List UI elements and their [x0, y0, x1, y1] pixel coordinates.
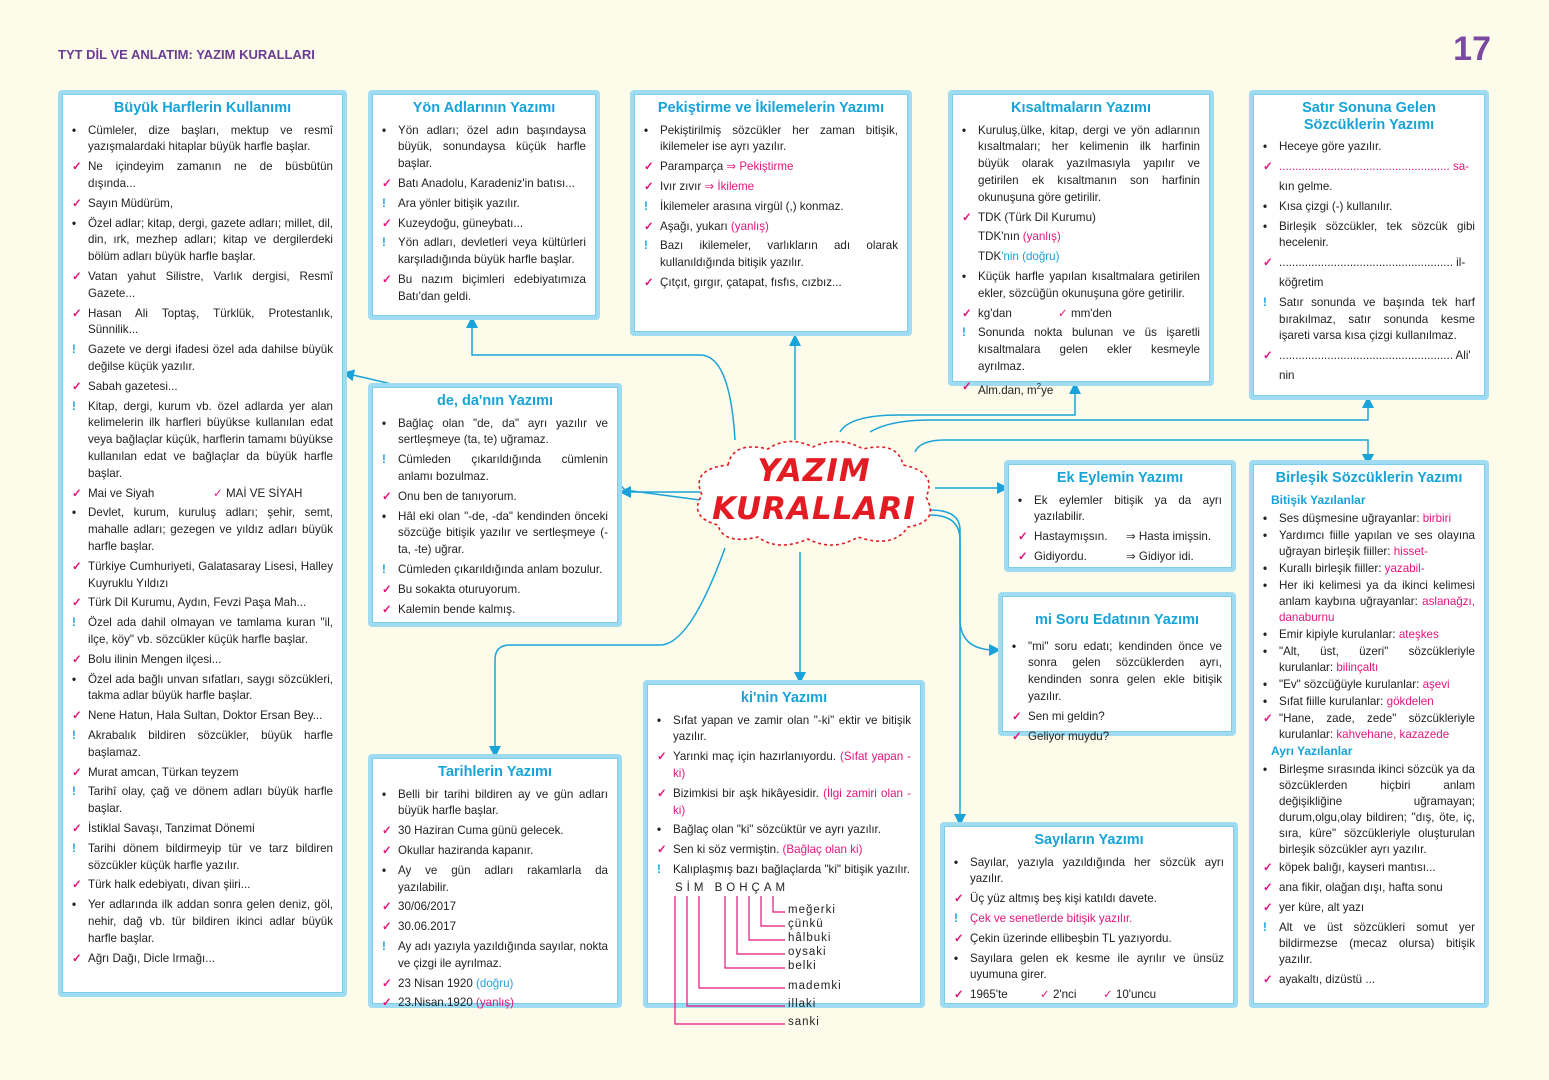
list-item: • Sayılar, yazıyla yazıldığında her sözcük ayrı yazılır. — [954, 855, 1224, 886]
list-item: ✓ Geliyor muydu? — [1012, 729, 1222, 746]
bullet-dot: • — [1263, 199, 1268, 213]
box-ek-eylem — [1004, 460, 1236, 572]
list-item: ✓ Bizimkisi bir aşk hikâyesidir. (İlgi zamiri olan -ki) — [657, 786, 911, 817]
list-item: ✓ Gidiyordu. ⇒ Gidiyor idi. — [1018, 549, 1222, 566]
list-item: ✓ TDK (Türk Dil Kurumu) — [962, 210, 1200, 227]
list-item: • Her iki kelimesi ya da ikinci kelimesi anlam kaybına uğrayanlar: aslanağzı, danaburnu — [1263, 578, 1475, 624]
check-icon: ✓ — [1263, 256, 1273, 270]
box-mi-soru — [998, 592, 1236, 743]
list-item: ✓ Batı Anadolu, Karadeniz'in batısı... — [382, 176, 586, 193]
list-item: • Bağlaç olan "ki" sözcüktür ve ayrı yazılır. — [657, 822, 911, 839]
list-item: • Devlet, kurum, kuruluş adları; şehir, semt, mahalle adları; gezegen ve yıldız adları büyük harfle başlar. — [72, 506, 333, 553]
list-item: ✓ 23 Nisan 1920 (doğru) — [382, 976, 608, 993]
list-item: • Özel adlar; kitap, dergi, gazete adları; millet, dil, din, ırk, mezhep adları; kitap ve dergilerdeki bölüm adları büyük harfle başlar. — [72, 216, 333, 264]
list-item: ✓ yer küre, alt yazı — [1263, 900, 1365, 914]
ki-word: sanki — [788, 1015, 820, 1028]
check-icon: ✓ — [954, 988, 964, 1002]
list-item: ! Sonunda nokta bulunan ve üs işaretli kısaltmalara gelen ekler kesmeyle ayrılmaz. — [962, 326, 1200, 374]
list-item: ✓ Kalemin bende kalmış. — [382, 602, 608, 619]
list-item: • "Ev" sözcüğüyle kurulanlar: aşevi — [1263, 677, 1450, 691]
check-icon: ✓ — [382, 273, 392, 287]
check-icon: ✓ — [644, 160, 654, 174]
exclamation-icon: ! — [1263, 920, 1267, 934]
list-item: ✓ 30 Haziran Cuma günü gelecek. — [382, 823, 608, 840]
list-item: ✓ Sayın Müdürüm, — [72, 196, 333, 213]
list-item: ✓ Ivır zıvır ⇒ İkileme — [644, 179, 898, 196]
bullet-dot: • — [72, 123, 77, 137]
box-title: Kısaltmaların Yazımı — [1011, 100, 1151, 116]
box-kisaltmalar — [948, 90, 1214, 397]
list-item: ✓ 30/06/2017 — [382, 899, 608, 916]
list-item: ✓ ...................................................... Ali' — [1263, 348, 1475, 365]
list-item: • "mi" soru edatı; kendinden önce ve sonra gelen sözcüklerden ayrı, kendinden sonra gelen ekle bitişik yazılır. — [1012, 639, 1222, 704]
ki-word: mademki — [788, 979, 842, 992]
list-item: • Birleşme sırasında ikinci sözcük ya da sözcüklerden hiçbiri anlam değişikliğine uğramayan; durum,olgu,olay bildiren; "dış, öte, iç, sıra, küre" sözcükleriyle oluşturulan birleşik sözcükler ayrı yazılır. — [1263, 762, 1475, 856]
check-icon: ✓ — [657, 786, 667, 800]
list-item: ✓ Ne içindeyim zamanın ne de büsbütün dışında... — [72, 160, 333, 191]
list-item: ✓ Türk Dil Kurumu, Aydın, Fevzi Paşa Mah... — [72, 595, 333, 612]
exclamation-icon: ! — [954, 912, 958, 926]
bullet-dot: • — [72, 898, 77, 912]
bullet-dot: • — [1263, 528, 1268, 542]
list-item: ✓ Hasan Ali Toptaş, Türklük, Protestanlık, Sünnilik... — [72, 306, 333, 337]
check-icon: ✓ — [657, 843, 667, 857]
check-icon: ✓ — [1012, 729, 1022, 743]
list-item: ! Tarihî olay, çağ ve dönem adları büyük harfle başlar. — [72, 785, 333, 816]
list-item: ✓ "Hane, zade, zede" sözcükleriyle kurulanlar: kahvehane, kazazede — [1263, 711, 1475, 741]
check-icon: ✓ — [1058, 306, 1071, 320]
bullet-dot: • — [657, 823, 662, 837]
box-title: Yön Adlarının Yazımı — [412, 100, 556, 116]
list-item: • Kısa çizgi (-) kullanılır. — [1263, 199, 1475, 216]
exclamation-icon: ! — [962, 326, 966, 340]
list-item: ! Ara yönler bitişik yazılır. — [382, 196, 586, 213]
check-icon: ✓ — [72, 559, 82, 573]
list-item: • Yardımcı fiille yapılan ve ses olayına uğrayan birleşik fiiller: hisset- — [1263, 528, 1475, 558]
list-item: ✓ 30.06.2017 — [382, 919, 608, 936]
list-item: ! Alt ve üst sözcükleri somut yer bildirmezse (mecaz olursa) bitişik yazılır. — [1263, 920, 1475, 966]
tree-lines — [657, 882, 917, 1032]
exclamation-icon: ! — [72, 785, 76, 799]
subheading-bitisik: Bitişik Yazılanlar — [1271, 492, 1366, 507]
check-icon: ✓ — [954, 892, 964, 906]
check-icon: ✓ — [72, 306, 82, 320]
check-icon: ✓ — [213, 486, 226, 500]
exclamation-icon: ! — [644, 239, 648, 253]
check-icon: ✓ — [72, 486, 82, 500]
list-item: ! Cümleden çıkarıldığında cümlenin anlamı bozulmaz. — [382, 453, 608, 484]
exclamation-icon: ! — [72, 841, 76, 855]
list-item: • Belli bir tarihi bildiren ay ve gün adları büyük harfle başlar. — [382, 787, 608, 818]
list-item: ! Tarihi dönem bildirmeyip tür ve tarz bildiren sözcükler küçük harfle yazılır. — [72, 841, 333, 872]
check-icon: ✓ — [72, 596, 82, 610]
page-number: 17 — [1453, 30, 1491, 68]
box-buyuk-harfler — [58, 90, 347, 997]
list-item: ! Gazete ve dergi ifadesi özel ada dahilse büyük değilse küçük yazılır. — [72, 343, 333, 374]
check-icon: ✓ — [72, 160, 82, 174]
check-icon: ✓ — [382, 976, 392, 990]
check-icon: ✓ — [644, 276, 654, 290]
check-icon: ✓ — [72, 196, 82, 210]
box-pekistirme — [630, 90, 912, 336]
list-item: nin — [1279, 368, 1295, 382]
check-icon: ✓ — [382, 177, 392, 191]
exclamation-icon: ! — [382, 196, 386, 210]
list-item: ✓ 23.Nisan.1920 (yanlış) — [382, 995, 608, 1012]
list-item: ✓ Murat amcan, Türkan teyzem — [72, 765, 333, 782]
list-item: ✓ Kuzeydoğu, güneybatı... — [382, 216, 586, 233]
check-icon: ✓ — [72, 878, 82, 892]
list-item: • Kurallı birleşik fiiller: yazabil- — [1263, 561, 1425, 575]
check-icon: ✓ — [644, 219, 654, 233]
list-item: ! Bazı ikilemeler, varlıkların adı olarak kullanıldığında bitişik yazılır. — [644, 239, 898, 270]
check-icon: ✓ — [72, 951, 82, 965]
check-icon: ✓ — [1263, 860, 1273, 874]
list-item: ! Ay adı yazıyla yazıldığında sayılar, nokta ve çizgi ile ayrılmaz. — [382, 940, 608, 970]
check-icon: ✓ — [1018, 530, 1028, 544]
bullet-dot: • — [382, 416, 387, 430]
list-item: ✓ Türk halk edebiyatı, divan şiiri... — [72, 877, 333, 894]
bullet-dot: • — [382, 509, 387, 523]
bullet-dot: • — [1018, 493, 1023, 507]
bullet-dot: • — [72, 216, 77, 230]
list-item: ! İkilemeler arasına virgül (,) konmaz. — [644, 199, 898, 216]
bullet-dot: • — [1263, 219, 1268, 233]
list-item: ✓ Türkiye Cumhuriyeti, Galatasaray Lisesi, Halley Kuyruklu Yıldızı — [72, 559, 333, 590]
exclamation-icon: ! — [72, 616, 76, 630]
list-item: • "Alt, üst, üzeri" sözcükleriyle kurulanlar: bilinçaltı — [1263, 644, 1475, 674]
check-icon: ✓ — [657, 750, 667, 764]
list-item: ✓ Bu sokakta oturuyorum. — [382, 582, 608, 599]
list-item: ✓ Mai ve Siyah ✓ MAİ VE SİYAH — [72, 486, 333, 503]
ki-word: oysaki — [788, 945, 827, 958]
center-title: YAZIM KURALLARI — [712, 453, 916, 527]
list-item: • Özel ada bağlı unvan sıfatları, saygı sözcükleri, takma adlar büyük harfle başlar. — [72, 672, 333, 703]
list-item: ! Satır sonunda ve başında tek harf bırakılmaz, satır sonunda kesme işareti varsa kısa çizgi kullanılmaz. — [1263, 295, 1475, 343]
list-item: • Küçük harfle yapılan kısaltmalara getirilen ekler, sözcüğün okunuşuna göre getirilir. — [962, 270, 1200, 300]
list-item: ✓ Nene Hatun, Hala Sultan, Doktor Ersan Bey... — [72, 708, 333, 725]
ki-word: hâlbuki — [788, 931, 832, 944]
check-icon: ✓ — [72, 652, 82, 666]
bullet-dot: • — [954, 855, 959, 869]
list-item: ✓ Alm.dan, $m^2ye$ — [962, 379, 1054, 397]
list-item: ✓ Ağrı Dağı, Dicle Irmağı... — [72, 951, 333, 968]
check-icon: ✓ — [382, 900, 392, 914]
list-item: ✓ Sabah gazetesi... — [72, 379, 333, 396]
bullet-dot: • — [1263, 677, 1268, 691]
check-icon: ✓ — [382, 824, 392, 838]
check-icon: ✓ — [1018, 550, 1028, 564]
bullet-dot: • — [382, 123, 387, 137]
exclamation-icon: ! — [72, 399, 76, 413]
bullet-dot: • — [1263, 762, 1268, 776]
list-item: • Sıfat fiille kurulanlar: gökdelen — [1263, 694, 1434, 708]
bullet-dot: • — [962, 123, 967, 137]
box-tarihler — [368, 754, 622, 1008]
list-item: TDK'nın (yanlış) — [978, 230, 1061, 244]
bullet-dot: • — [657, 713, 662, 727]
bullet-dot: • — [1263, 627, 1268, 641]
list-item: • Birleşik sözcükler, tek sözcük gibi hecelenir. — [1263, 219, 1475, 250]
list-item: • Yön adları; özel adın başındaysa büyük, sonundaysa küçük harfle başlar. — [382, 123, 586, 171]
list-item: ✓ ana fikir, olağan dışı, hafta sonu — [1263, 880, 1443, 894]
box-title: Büyük Harflerin Kullanımı — [113, 100, 292, 116]
bullet-dot: • — [962, 270, 967, 284]
bullet-dot: • — [954, 951, 959, 965]
list-item: • Yer adlarında ilk addan sonra gelen deniz, göl, nehir, dağ vb. tür bildiren ikinci adlar büyük harfle başlar. — [72, 898, 333, 945]
bullet-dot: • — [1263, 694, 1268, 708]
list-item: ✓ 1965'te ✓ 2'nci ✓ 10'uncu — [954, 987, 1224, 1004]
exclamation-icon: ! — [382, 236, 386, 250]
check-icon: ✓ — [1263, 900, 1273, 914]
list-item: • Ek eylemler bitişik ya da ayrı yazılabilir. — [1018, 493, 1222, 524]
exclamation-icon: ! — [1263, 295, 1267, 309]
list-item: ✓ Çekin üzerinde ellibeşbin TL yazıyordu. — [954, 931, 1224, 948]
list-item: ✓ Okullar haziranda kapanır. — [382, 843, 608, 860]
box-title: Tarihlerin Yazımı — [438, 764, 552, 780]
exclamation-icon: ! — [382, 453, 386, 467]
ki-word: illaki — [788, 997, 817, 1010]
list-item: ! Akrabalık bildiren sözcükler, büyük harfle başlamaz. — [72, 728, 333, 759]
box-yon-adlari — [368, 90, 600, 320]
check-icon: ✓ — [382, 216, 392, 230]
list-item: ✓ Hastaymışsın. ⇒ Hasta imişsin. — [1018, 529, 1222, 546]
list-item: ✓ Onu ben de tanıyorum. — [382, 489, 608, 506]
check-icon: ✓ — [72, 270, 82, 284]
subheading-ayri: Ayrı Yazılanlar — [1271, 743, 1353, 758]
box-title: Birleşik Sözcüklerin Yazımı — [1275, 470, 1463, 486]
list-item: ✓ Sen mi geldin? — [1012, 709, 1222, 726]
ki-mnemonic-tree — [657, 882, 911, 1032]
list-item: kın gelme. — [1279, 179, 1333, 193]
list-item: • Emir kipiyle kurulanlar: ateşkes — [1263, 627, 1439, 641]
check-icon: ✓ — [382, 489, 392, 503]
check-icon: ✓ — [1040, 988, 1053, 1002]
list-item: ✓ Üç yüz altmış beş kişi katıldı davete. — [954, 891, 1224, 908]
exclamation-icon: ! — [382, 940, 386, 954]
list-item: ! Yön adları, devletleri veya kültürleri karşıladığında büyük harfle başlar. — [382, 236, 586, 267]
bullet-dot: • — [644, 123, 649, 137]
check-icon: ✓ — [1263, 880, 1273, 894]
box-title: Satır Sonuna Gelen Sözcüklerin Yazımı — [1302, 100, 1436, 133]
box-title: Ek Eylemin Yazımı — [1056, 470, 1184, 486]
list-item: ! Kitap, dergi, kurum vb. özel adlarda yer alan kelimelerin ilk harfleri büyükse kullanılan edat veya bağlaçlar küçük, harflerin tamamı büyükse kullanılan edat ve bağlaçlar da büyük harfle başlar. — [72, 399, 333, 480]
list-item: ✓ İstiklal Savaşı, Tanzimat Dönemi — [72, 821, 333, 838]
list-item: ! Kalıplaşmış bazı bağlaçlarda "ki" bitişik yazılır. — [657, 862, 911, 879]
exclamation-icon: ! — [72, 343, 76, 357]
ki-word: çünkü — [788, 917, 824, 930]
list-item: • Hâl eki olan "-de, -da" kendinden önceki sözcüğe bitişik yazılır ve sertleşmeye (-ta, -te) uğrar. — [382, 509, 608, 557]
check-icon: ✓ — [382, 602, 392, 616]
list-item: ✓ Bu nazım biçimleri edebiyatımıza Batı'dan geldi. — [382, 273, 586, 303]
list-item: • Bağlaç olan "de, da" ayrı yazılır ve sertleşmeye (ta, te) uğramaz. — [382, 416, 608, 447]
list-item: ! Özel ada dahil olmayan ve tamlama kuran "il, ilçe, köy" vb. sözcükler küçük harfle başlar. — [72, 616, 333, 646]
box-title: ki'nin Yazımı — [740, 690, 828, 706]
check-icon: ✓ — [1263, 349, 1273, 363]
list-item: ✓ Vatan yahut Silistre, Varlık dergisi, Resmî Gazete... — [72, 270, 333, 300]
bullet-dot: • — [1263, 140, 1268, 154]
list-item: TDK'nin (doğru) — [978, 250, 1060, 264]
list-item: ✓ köpek balığı, kayseri mantısı... — [1263, 860, 1436, 874]
check-icon: ✓ — [382, 920, 392, 934]
box-ki — [643, 680, 925, 1028]
bullet-dot: • — [1012, 639, 1017, 653]
box-de-da — [368, 383, 622, 627]
list-item: • Heceye göre yazılır. — [1263, 139, 1475, 156]
check-icon: ✓ — [962, 306, 972, 320]
list-item: ✓ Çıtçıt, gırgır, çatapat, fısfıs, cızbız... — [644, 275, 898, 292]
exclamation-icon: ! — [644, 199, 648, 213]
list-item: ✓ ayakaltı, dizüstü ... — [1263, 972, 1376, 986]
list-item: • Pekiştirilmiş sözcükler her zaman bitişik, ikilemeler ise ayrı yazılır. — [644, 123, 898, 154]
check-icon: ✓ — [954, 931, 964, 945]
list-item: • Sıfat yapan ve zamir olan "-ki" ektir ve bitişik yazılır. — [657, 713, 911, 744]
check-icon: ✓ — [1263, 972, 1273, 986]
bullet-dot: • — [72, 506, 77, 520]
box-satir-sonu — [1249, 90, 1489, 400]
check-icon: ✓ — [1102, 988, 1116, 1002]
list-item: ✓ ..................................................... sa- — [1263, 159, 1475, 176]
bullet-dot: • — [1263, 578, 1268, 592]
check-icon: ✓ — [72, 709, 82, 723]
bullet-dot: • — [1263, 644, 1268, 658]
list-item: ✓ Sen ki söz vermiştin. (Bağlaç olan ki) — [657, 842, 911, 859]
check-icon: ✓ — [1263, 160, 1273, 174]
list-item: • Cümleler, dize başları, mektup ve resmî yazışmalardaki hitaplar büyük harfle başlar. — [72, 123, 333, 154]
box-sayilar — [940, 822, 1238, 1008]
list-item: • Kuruluş,ülke, kitap, dergi ve yön adlarının kısaltmaları; her kelimenin ilk harfinin büyük olarak yazılmasıyla yapılır ve getirilen ek kısaltmanın son harfinin okunuşuna göre getirilir. — [962, 123, 1200, 204]
box-birlesik — [1249, 460, 1489, 1008]
check-icon: ✓ — [72, 821, 82, 835]
page-header: TYT DİL VE ANLATIM: YAZIM KURALLARI — [58, 47, 315, 62]
exclamation-icon: ! — [382, 563, 386, 577]
list-item: ✓ ...................................................... il- — [1263, 255, 1475, 272]
list-item: ✓ Bolu ilinin Mengen ilçesi... — [72, 652, 333, 669]
check-icon: ✓ — [644, 180, 654, 194]
list-item: köğretim — [1279, 275, 1324, 289]
box-title: Sayıların Yazımı — [1034, 832, 1144, 848]
list-item: ✓ Aşağı, yukarı (yanlış) — [644, 219, 898, 236]
check-icon: ✓ — [72, 765, 82, 779]
check-icon: ✓ — [382, 844, 392, 858]
check-icon: ✓ — [962, 379, 972, 393]
box-title: Pekiştirme ve İkilemelerin Yazımı — [657, 100, 885, 116]
exclamation-icon: ! — [72, 728, 76, 742]
bullet-dot: • — [382, 787, 387, 801]
check-icon: ✓ — [72, 379, 82, 393]
bullet-dot: • — [1263, 511, 1268, 525]
list-item: ! Cümleden çıkarıldığında anlam bozulur. — [382, 562, 608, 579]
list-item: • Sayılara gelen ek kesme ile ayrılır ve ünsüz uyumuna girer. — [954, 951, 1224, 982]
exclamation-icon: ! — [657, 863, 661, 877]
check-icon: ✓ — [382, 996, 392, 1010]
list-item: ✓ Yarınki maç için hazırlanıyordu. (Sıfat yapan -ki) — [657, 750, 911, 781]
check-icon: ✓ — [1012, 709, 1022, 723]
bullet-dot: • — [72, 672, 77, 686]
box-title: mi Soru Edatının Yazımı — [1034, 612, 1200, 628]
check-icon: ✓ — [382, 582, 392, 596]
bullet-dot: • — [382, 863, 387, 877]
list-item: ! Çek ve senetlerde bitişik yazılır. — [954, 911, 1224, 928]
bullet-dot: • — [1263, 561, 1268, 575]
list-item: ✓ Paramparça ⇒ Pekiştirme — [644, 159, 898, 176]
check-icon: ✓ — [1263, 711, 1273, 725]
mnemonic: SİM BOHÇAM — [675, 881, 790, 894]
list-item: • Ses düşmesine uğrayanlar: birbiri — [1263, 511, 1452, 525]
list-item: • Ay ve gün adları rakamlarla da yazılabilir. — [382, 863, 608, 894]
box-title: de, da'nın Yazımı — [437, 393, 553, 409]
check-icon: ✓ — [962, 210, 972, 224]
ki-word: meğerki — [788, 903, 836, 916]
ki-word: belki — [788, 959, 817, 972]
list-item: ✓ kg'dan ✓ mm'den — [962, 306, 1200, 323]
